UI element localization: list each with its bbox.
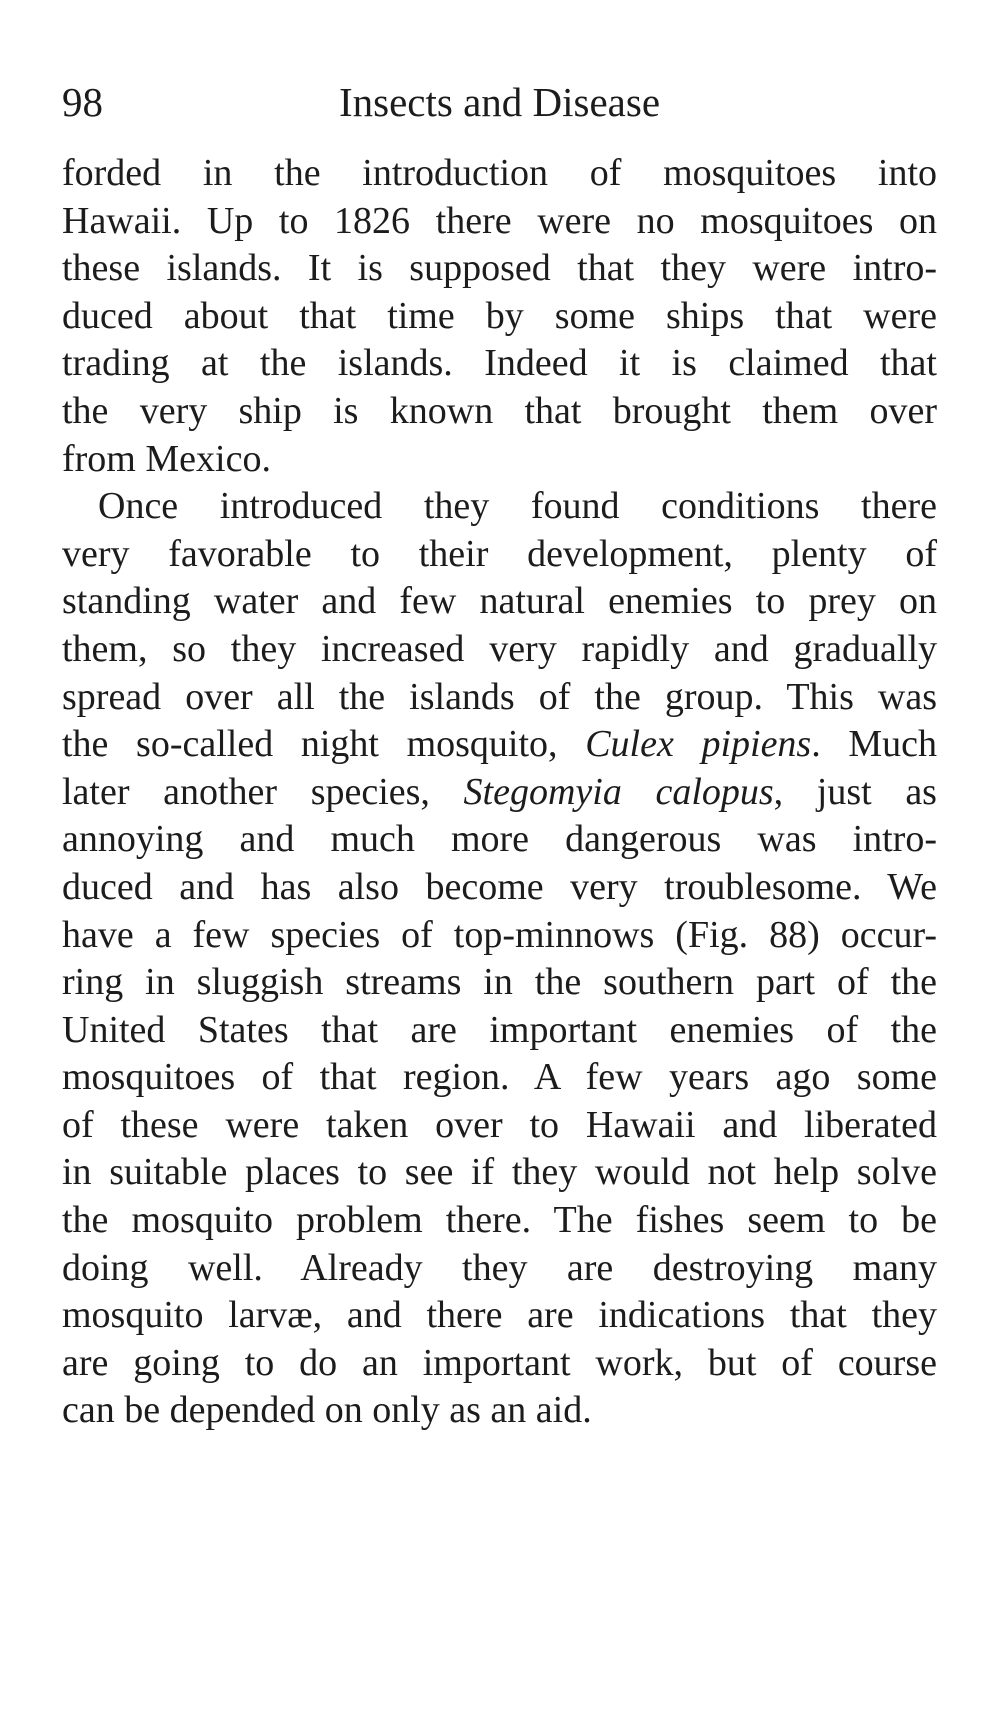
species-name-italic: Stegomyia calopus <box>463 770 774 813</box>
text-line: mosquito larvæ, and there are indications that they <box>62 1294 937 1337</box>
text-line: standing water and few natural enemies to prey on <box>62 580 937 623</box>
text-line: very favorable to their development, plenty of <box>62 532 937 575</box>
text-line: can be depended on only as an aid. <box>62 1389 592 1432</box>
text-line: duced and has also become very troublesome. We <box>62 865 937 908</box>
text-run: the so-called night mosquito, <box>62 723 586 766</box>
text-line: trading at the islands. Indeed it is claimed that <box>62 342 937 385</box>
text-line: the very ship is known that brought them over <box>62 389 937 432</box>
text-line: of these were taken over to Hawaii and liberated <box>62 1103 937 1146</box>
text-line: from Mexico. <box>62 437 271 480</box>
text-line: have a few species of top-minnows (Fig. 88) occur- <box>62 913 937 956</box>
running-head <box>62 72 937 132</box>
text-line: ring in sluggish streams in the southern part of the <box>62 961 937 1004</box>
text-line: forded in the introduction of mosquitoes into <box>62 152 937 194</box>
text-line: these islands. It is supposed that they were intro- <box>62 247 937 290</box>
text-line: the mosquito problem there. The fishes seem to be <box>62 1199 937 1242</box>
text-line-with-italic <box>62 721 937 769</box>
text-line: duced about that time by some ships that were <box>62 294 937 337</box>
running-title: Insects and Disease <box>338 79 661 125</box>
text-line: United States that are important enemies of the <box>62 1008 937 1051</box>
page-number: 98 <box>62 79 103 125</box>
text-line: doing well. Already they are destroying many <box>62 1246 937 1289</box>
text-line: in suitable places to see if they would not help solve <box>62 1151 937 1194</box>
text-line-with-italic <box>62 769 937 817</box>
text-line: Once introduced they found conditions there <box>98 485 937 528</box>
text-line: mosquitoes of that region. A few years ago some <box>62 1056 937 1099</box>
text-line: them, so they increased very rapidly and gradually <box>62 627 937 670</box>
text-run: , just as <box>773 770 937 813</box>
text-run: . Much <box>811 723 938 766</box>
text-line: spread over all the islands of the group. This was <box>62 675 937 718</box>
text-line: are going to do an important work, but of course <box>62 1341 937 1384</box>
body-text <box>62 150 937 1435</box>
text-run: later another species, <box>62 770 464 813</box>
text-line: Hawaii. Up to 1826 there were no mosquitoes on <box>62 199 937 242</box>
text-line: annoying and much more dangerous was intro- <box>62 818 937 861</box>
species-name-italic: Culex pipiens <box>585 723 812 766</box>
